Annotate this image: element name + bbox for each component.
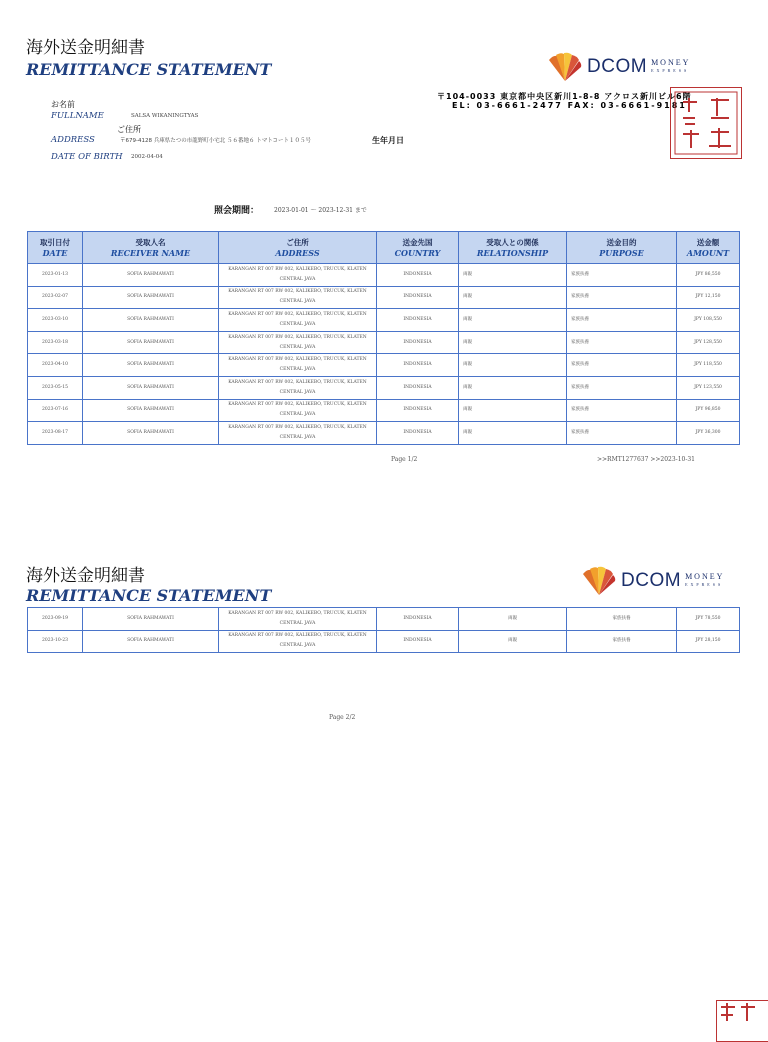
logo-express-text: EXPRESS <box>685 582 724 587</box>
statement-title-jp-page2: 海外送金明細書 <box>26 566 145 586</box>
cell-purpose: 家族扶養 <box>567 264 677 287</box>
cell-relationship: 両親 <box>459 354 567 377</box>
statement-title-en-page2: REMITTANCE STATEMENT <box>26 586 272 605</box>
cell-date: 2023-05-15 <box>28 376 83 399</box>
address-value: 〒679-4128 兵庫県たつの市龍野町小宅北 ５６番地６ トマトコート１０５号 <box>120 138 312 144</box>
page-number-1: Page 1/2 <box>391 456 418 463</box>
cell-date: 2023-02-07 <box>28 286 83 309</box>
cell-purpose: 家族扶養 <box>567 608 677 631</box>
cell-country: INDONESIA <box>377 286 459 309</box>
cell-relationship: 両親 <box>459 399 567 422</box>
cell-amount: JPY 12,150 <box>677 286 740 309</box>
cell-address: KARANGAN RT 007 RW 002, KALIKEBO, TRUCUK, KLATEN CENTRAL JAVA <box>219 309 377 332</box>
col-address-header: ご住所 ADDRESS <box>219 232 377 264</box>
table-row <box>28 354 740 377</box>
cell-purpose: 家族扶養 <box>567 422 677 445</box>
table-row <box>28 286 740 309</box>
cell-country: INDONESIA <box>377 309 459 332</box>
cell-amount: JPY 108,550 <box>677 309 740 332</box>
cell-amount: JPY 86,550 <box>677 264 740 287</box>
company-phone: EL: 03-6661-2477 FAX: 03-6661-9181 <box>452 101 687 110</box>
company-seal-stamp-partial <box>716 1000 768 1042</box>
cell-relationship: 両親 <box>459 376 567 399</box>
cell-relationship: 両親 <box>459 331 567 354</box>
dob-value: 2002-04-04 <box>131 154 163 160</box>
col-relationship-header: 受取人との関係 RELATIONSHIP <box>459 232 567 264</box>
cell-receiver: SOFIA RAHMAWATI <box>83 264 219 287</box>
cell-receiver: SOFIA RAHMAWATI <box>83 608 219 631</box>
remittance-table-page2 <box>27 607 740 653</box>
dcom-logo-page2 <box>581 566 724 596</box>
logo-wordmark: DCOM <box>621 570 682 591</box>
cell-address: KARANGAN RT 007 RW 002, KALIKEBO, TRUCUK, KLATEN CENTRAL JAVA <box>219 331 377 354</box>
dcom-logo <box>547 52 690 82</box>
cell-relationship: 両親 <box>459 286 567 309</box>
logo-money-text: MONEY <box>651 58 691 67</box>
col-amount-header: 送金額 AMOUNT <box>677 232 740 264</box>
table-header-row <box>28 232 740 264</box>
cell-receiver: SOFIA RAHMAWATI <box>83 399 219 422</box>
cell-amount: JPY 96,850 <box>677 399 740 422</box>
company-seal-stamp <box>670 87 742 159</box>
fan-logo-icon <box>581 566 617 596</box>
col-country-header: 送金先国 COUNTRY <box>377 232 459 264</box>
logo-wordmark: DCOM <box>587 56 648 77</box>
cell-date: 2023-08-17 <box>28 422 83 445</box>
table-row <box>28 630 740 653</box>
table-row <box>28 264 740 287</box>
cell-address: KARANGAN RT 007 RW 002, KALIKEBO, TRUCUK, KLATEN CENTRAL JAVA <box>219 376 377 399</box>
table-row <box>28 309 740 332</box>
fullname-label: FULLNAME <box>51 111 104 121</box>
cell-purpose: 家族扶養 <box>567 354 677 377</box>
cell-address: KARANGAN RT 007 RW 002, KALIKEBO, TRUCUK, KLATEN CENTRAL JAVA <box>219 286 377 309</box>
table-row <box>28 399 740 422</box>
cell-address: KARANGAN RT 007 RW 002, KALIKEBO, TRUCUK, KLATEN CENTRAL JAVA <box>219 264 377 287</box>
statement-title-jp: 海外送金明細書 <box>26 38 145 58</box>
cell-date: 2023-09-19 <box>28 608 83 631</box>
cell-amount: JPY 118,550 <box>677 354 740 377</box>
cell-date: 2023-04-10 <box>28 354 83 377</box>
cell-purpose: 家族扶養 <box>567 331 677 354</box>
dob-label-jp: 生年月日 <box>372 136 404 145</box>
cell-receiver: SOFIA RAHMAWATI <box>83 354 219 377</box>
cell-receiver: SOFIA RAHMAWATI <box>83 376 219 399</box>
cell-date: 2023-07-16 <box>28 399 83 422</box>
cell-date: 2023-03-10 <box>28 309 83 332</box>
cell-receiver: SOFIA RAHMAWATI <box>83 630 219 653</box>
cell-receiver: SOFIA RAHMAWATI <box>83 309 219 332</box>
cell-purpose: 家族扶養 <box>567 376 677 399</box>
cell-country: INDONESIA <box>377 422 459 445</box>
table-row <box>28 422 740 445</box>
cell-date: 2023-10-23 <box>28 630 83 653</box>
logo-money-text: MONEY <box>685 572 725 581</box>
cell-purpose: 家族扶養 <box>567 399 677 422</box>
cell-amount: JPY 36,300 <box>677 422 740 445</box>
dob-label: DATE OF BIRTH <box>51 152 123 162</box>
cell-country: INDONESIA <box>377 376 459 399</box>
cell-country: INDONESIA <box>377 630 459 653</box>
cell-address: KARANGAN RT 007 RW 002, KALIKEBO, TRUCUK, KLATEN CENTRAL JAVA <box>219 399 377 422</box>
cell-relationship: 両親 <box>459 309 567 332</box>
cell-relationship: 両親 <box>459 422 567 445</box>
table-row <box>28 608 740 631</box>
cell-receiver: SOFIA RAHMAWATI <box>83 331 219 354</box>
cell-receiver: SOFIA RAHMAWATI <box>83 422 219 445</box>
cell-relationship: 両親 <box>459 608 567 631</box>
cell-address: KARANGAN RT 007 RW 002, KALIKEBO, TRUCUK, KLATEN CENTRAL JAVA <box>219 354 377 377</box>
period-label: 照会期間： <box>214 206 260 216</box>
statement-title-en: REMITTANCE STATEMENT <box>26 60 272 79</box>
col-purpose-header: 送金目的 PURPOSE <box>567 232 677 264</box>
cell-amount: JPY 78,550 <box>677 608 740 631</box>
cell-country: INDONESIA <box>377 354 459 377</box>
table-row <box>28 331 740 354</box>
cell-address: KARANGAN RT 007 RW 002, KALIKEBO, TRUCUK, KLATEN CENTRAL JAVA <box>219 630 377 653</box>
company-address: 〒104-0033 東京都中央区新川1-8-8 アクロス新川ビル6階 <box>437 92 692 101</box>
fullname-value: SALSA WIKANINGTYAS <box>131 113 199 119</box>
cell-country: INDONESIA <box>377 608 459 631</box>
cell-country: INDONESIA <box>377 264 459 287</box>
cell-relationship: 両親 <box>459 630 567 653</box>
fan-logo-icon <box>547 52 583 82</box>
cell-purpose: 家族扶養 <box>567 309 677 332</box>
cell-purpose: 家族扶養 <box>567 286 677 309</box>
cell-receiver: SOFIA RAHMAWATI <box>83 286 219 309</box>
fullname-label-jp: お名前 <box>51 100 75 109</box>
address-label: ADDRESS <box>51 135 95 145</box>
cell-amount: JPY 128,550 <box>677 331 740 354</box>
page-number-2: Page 2/2 <box>329 714 356 721</box>
reference-number: >>RMT1277637 >>2023-10-31 <box>597 456 695 463</box>
col-date-header: 取引日付 DATE <box>28 232 83 264</box>
cell-purpose: 家族扶養 <box>567 630 677 653</box>
period-value: 2023-01-01 ～ 2023-12-31 まで <box>274 207 367 214</box>
cell-amount: JPY 28,150 <box>677 630 740 653</box>
remittance-table-page1 <box>27 231 740 445</box>
cell-address: KARANGAN RT 007 RW 002, KALIKEBO, TRUCUK, KLATEN CENTRAL JAVA <box>219 608 377 631</box>
cell-address: KARANGAN RT 007 RW 002, KALIKEBO, TRUCUK, KLATEN CENTRAL JAVA <box>219 422 377 445</box>
cell-amount: JPY 123,550 <box>677 376 740 399</box>
cell-country: INDONESIA <box>377 399 459 422</box>
cell-relationship: 両親 <box>459 264 567 287</box>
cell-date: 2023-03-18 <box>28 331 83 354</box>
address-label-jp: ご住所 <box>117 125 141 134</box>
logo-express-text: EXPRESS <box>651 68 690 73</box>
cell-country: INDONESIA <box>377 331 459 354</box>
cell-date: 2023-01-13 <box>28 264 83 287</box>
table-row <box>28 376 740 399</box>
col-receiver-header: 受取人名 RECEIVER NAME <box>83 232 219 264</box>
